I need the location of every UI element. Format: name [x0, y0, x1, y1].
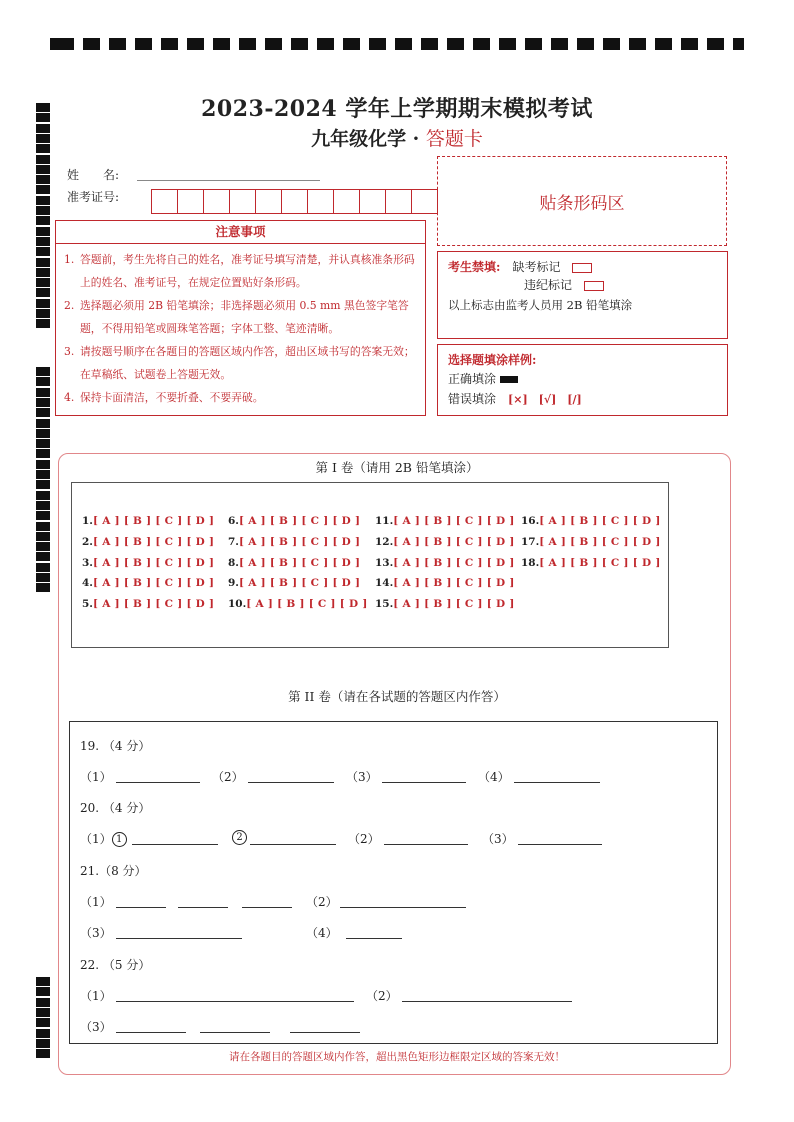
timing-mark — [109, 38, 126, 50]
timing-mark — [36, 367, 50, 376]
answer-line[interactable] — [518, 844, 602, 845]
timing-mark — [36, 987, 50, 996]
notice-heading: 注意事项 — [56, 221, 425, 244]
timing-mark — [36, 216, 50, 225]
answer-line[interactable] — [132, 844, 218, 845]
timing-mark — [551, 38, 568, 50]
answer-line[interactable] — [248, 782, 334, 783]
timing-mark — [36, 1039, 50, 1048]
violation-mark-box[interactable] — [584, 281, 604, 291]
filled-sample-mark — [500, 376, 518, 383]
timing-mark — [577, 38, 594, 50]
timing-marks-top — [50, 38, 744, 50]
answer-line[interactable] — [346, 938, 402, 939]
timing-mark — [343, 38, 360, 50]
timing-mark — [36, 1018, 50, 1027]
mc-question[interactable]: 10.[ A ] [ B ] [ C ] [ D ] — [228, 598, 368, 611]
timing-mark — [36, 165, 50, 174]
timing-mark — [525, 38, 542, 50]
answer-line[interactable] — [116, 938, 242, 939]
timing-mark — [36, 388, 50, 397]
timing-mark — [36, 268, 50, 277]
timing-mark — [291, 38, 308, 50]
timing-mark — [135, 38, 152, 50]
q20-heading: 20. （4 分） — [80, 801, 151, 815]
circled-number: 2 — [232, 830, 247, 845]
timing-mark — [681, 38, 698, 50]
notice-item: 2. 选择题必须用 2B 铅笔填涂；非选择题必须用 0.5 mm 黑色签字笔答题，不得用铅笔或圆珠笔答题；字体工整、笔迹清晰。 — [64, 299, 409, 335]
answer-line[interactable] — [242, 907, 292, 908]
exam-title: 2023-2024 学年上学期期末模拟考试 — [201, 96, 593, 122]
answer-line[interactable] — [178, 907, 228, 908]
timing-mark — [50, 38, 74, 50]
answer-line[interactable] — [116, 1032, 186, 1033]
timing-mark — [36, 206, 50, 215]
mc-question[interactable]: 13.[ A ] [ B ] [ C ] [ D ] — [375, 556, 515, 569]
timing-mark — [36, 155, 50, 164]
mc-question[interactable]: 1.[ A ] [ B ] [ C ] [ D ] — [82, 515, 215, 527]
notice-box — [55, 220, 426, 416]
timing-mark — [36, 583, 50, 592]
mc-question[interactable]: 15.[ A ] [ B ] [ C ] [ D ] — [375, 598, 515, 611]
timing-mark — [213, 38, 230, 50]
timing-mark — [36, 398, 50, 407]
timing-mark — [36, 227, 50, 236]
answer-line[interactable] — [384, 844, 468, 845]
timing-mark — [395, 38, 412, 50]
timing-mark — [36, 175, 50, 184]
answer-line[interactable] — [382, 782, 466, 783]
timing-mark — [36, 377, 50, 386]
timing-mark — [707, 38, 724, 50]
answer-line[interactable] — [514, 782, 600, 783]
timing-mark — [36, 185, 50, 194]
timing-mark — [36, 511, 50, 520]
answer-line[interactable] — [200, 1032, 270, 1033]
answer-line[interactable] — [402, 1001, 572, 1002]
timing-mark — [36, 288, 50, 297]
mc-question[interactable]: 9.[ A ] [ B ] [ C ] [ D ] — [228, 577, 361, 590]
timing-mark — [239, 38, 256, 50]
timing-mark — [447, 38, 464, 50]
timing-mark — [36, 319, 50, 328]
footer-warning: 请在各题目的答题区域内作答，超出黑色矩形边框限定区域的答案无效！ — [229, 1051, 565, 1063]
timing-mark — [265, 38, 282, 50]
timing-mark — [36, 998, 50, 1007]
mc-question[interactable]: 8.[ A ] [ B ] [ C ] [ D ] — [228, 556, 361, 569]
name-label: 姓 名: — [67, 168, 120, 182]
answer-line[interactable] — [290, 1032, 360, 1033]
timing-mark — [629, 38, 646, 50]
timing-mark — [36, 977, 50, 986]
id-number-boxes[interactable] — [152, 189, 438, 212]
absent-mark-box[interactable] — [572, 263, 592, 273]
notice-item: 4. 保持卡面清洁，不要折叠、不要弄破。 — [64, 391, 264, 404]
timing-mark — [36, 552, 50, 561]
timing-mark — [499, 38, 516, 50]
timing-mark — [36, 258, 50, 267]
mc-question[interactable]: 2.[ A ] [ B ] [ C ] [ D ] — [82, 535, 215, 548]
multiple-choice-area — [71, 482, 669, 648]
timing-mark — [655, 38, 672, 50]
timing-mark — [473, 38, 490, 50]
examiner-only-box: 考生禁填: 缺考标记 违纪标记 以上标志由监考人员用 2B 铅笔填涂 — [437, 251, 728, 339]
timing-mark — [36, 1008, 50, 1017]
answer-line[interactable] — [250, 844, 336, 845]
mc-question[interactable]: 6.[ A ] [ B ] [ C ] [ D ] — [228, 515, 361, 527]
part2-title: 第 II 卷（请在各试题的答题区内作答） — [288, 689, 506, 704]
timing-mark — [36, 429, 50, 438]
timing-mark — [36, 532, 50, 541]
timing-mark — [36, 439, 50, 448]
timing-mark — [317, 38, 334, 50]
mc-question[interactable]: 11.[ A ] [ B ] [ C ] [ D ] — [375, 515, 515, 527]
timing-mark — [36, 522, 50, 531]
timing-mark — [187, 38, 204, 50]
timing-mark — [36, 573, 50, 582]
notice-item: 3. 请按题号顺序在各题目的答题区域内作答，超出区域书写的答案无效；在草稿纸、试题卷上答题无效。 — [64, 345, 415, 381]
answer-line[interactable] — [116, 782, 200, 783]
answer-line[interactable] — [116, 907, 166, 908]
q22-heading: 22. （5 分） — [80, 958, 151, 972]
id-label: 准考证号: — [67, 190, 120, 204]
timing-mark — [161, 38, 178, 50]
timing-mark — [36, 419, 50, 428]
mc-question[interactable]: 18.[ A ] [ B ] [ C ] [ D ] — [521, 556, 661, 569]
timing-mark — [36, 278, 50, 287]
mc-question[interactable]: 14.[ A ] [ B ] [ C ] [ D ] — [375, 577, 515, 590]
timing-mark — [36, 542, 50, 551]
timing-mark — [36, 196, 50, 205]
timing-mark — [733, 38, 744, 50]
timing-mark — [36, 480, 50, 489]
name-field[interactable] — [137, 180, 320, 181]
timing-mark — [36, 563, 50, 572]
mc-question[interactable]: 3.[ A ] [ B ] [ C ] [ D ] — [82, 556, 215, 569]
written-answer-area: 19. （4 分） （1） （2） （3） （4） 20. （4 分） （1） 1 2 （2） （3） 21.（8 分） （1） （2） （3） （4） 22. （5 分） （1） （2） （3） — [69, 721, 718, 1044]
answer-line[interactable] — [116, 1001, 354, 1002]
part1-title: 第 I 卷（请用 2B 铅笔填涂） — [315, 460, 479, 475]
timing-mark — [36, 247, 50, 256]
timing-mark — [36, 1029, 50, 1038]
mc-question[interactable]: 17.[ A ] [ B ] [ C ] [ D ] — [521, 535, 661, 548]
timing-mark — [36, 299, 50, 308]
mc-question[interactable]: 12.[ A ] [ B ] [ C ] [ D ] — [375, 535, 515, 548]
timing-mark — [36, 237, 50, 246]
notice-item: 1. 答题前，考生先将自己的姓名，准考证号填写清楚，并认真核准条形码上的姓名、准考证号，在规定位置贴好条形码。 — [64, 253, 415, 289]
timing-mark — [421, 38, 438, 50]
answer-line[interactable] — [340, 907, 466, 908]
fill-sample-box: 选择题填涂样例: 正确填涂 错误填涂 [×] [√] [/] — [437, 344, 728, 416]
q19-heading: 19. （4 分） — [80, 739, 151, 753]
mc-question[interactable]: 5.[ A ] [ B ] [ C ] [ D ] — [82, 598, 215, 611]
timing-mark — [83, 38, 100, 50]
barcode-area: 贴条形码区 — [437, 156, 727, 246]
mc-question[interactable]: 7.[ A ] [ B ] [ C ] [ D ] — [228, 535, 361, 548]
timing-mark — [603, 38, 620, 50]
timing-mark — [36, 491, 50, 500]
circled-number: 1 — [112, 832, 127, 847]
timing-mark — [36, 408, 50, 417]
mc-question[interactable]: 16.[ A ] [ B ] [ C ] [ D ] — [521, 515, 661, 527]
exam-subtitle: 九年级化学 · 答题卡 — [311, 128, 483, 150]
timing-mark — [36, 501, 50, 510]
q21-heading: 21.（8 分） — [80, 864, 147, 878]
timing-mark — [36, 309, 50, 318]
timing-mark — [369, 38, 386, 50]
mc-question[interactable]: 4.[ A ] [ B ] [ C ] [ D ] — [82, 577, 215, 590]
